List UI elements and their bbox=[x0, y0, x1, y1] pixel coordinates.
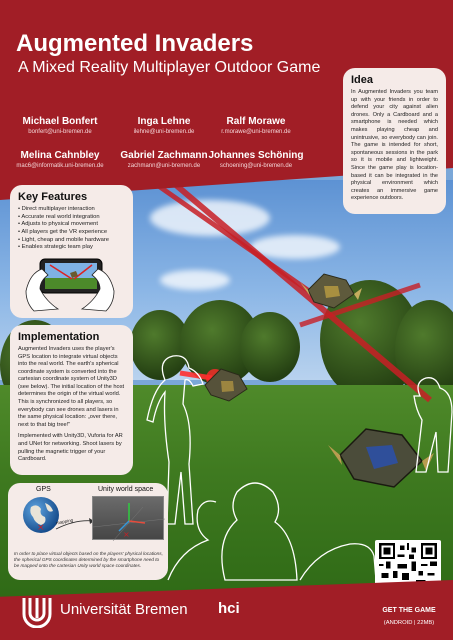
author-name: Ralf Morawe bbox=[226, 116, 286, 127]
author-email[interactable]: schoening@uni-bremen.de bbox=[219, 163, 293, 169]
implementation-tech-text: Implemented with Unity3D, Vuforia for AR and UNet for networking. Shoot lasers by pulling the magnetic trigger of your Cardboard. bbox=[18, 433, 123, 463]
author-email[interactable]: bonfert@uni-bremen.de bbox=[28, 129, 92, 135]
svg-text:×: × bbox=[123, 530, 130, 539]
author-card bbox=[196, 150, 316, 169]
idea-text: In Augmented Invaders you team up with your friends in order to defend your city against alien drones. Only a Cardboard and a smartphone is needed which makes playing cheap and unintrusive, so everybody can join. The game is intended for short, spontaneous sessions in the park so it is mobile and lightweight. Since the game play is location-based it can be integrated in the physical environment which creates an immersive game experience outdoors. bbox=[351, 89, 438, 202]
university-logo-icon bbox=[20, 594, 54, 628]
implementation-heading: Implementation bbox=[18, 331, 100, 343]
author-email[interactable]: zachmann@uni-bremen.de bbox=[127, 163, 201, 169]
mapping-caption: In order to place virtual objects based on the players' physical locations, the spherical GPS coordinates determined by the smartphone need to be mapped onto the cartesian Unity world space coordinates. bbox=[14, 551, 163, 569]
implementation-box bbox=[10, 325, 133, 475]
unity-space-label: Unity world space bbox=[98, 486, 154, 493]
idea-heading: Idea bbox=[351, 74, 374, 86]
idea-box bbox=[343, 68, 446, 214]
alien-drone-icon bbox=[300, 274, 362, 308]
gps-label: GPS bbox=[36, 486, 51, 493]
implementation-text: Augmented Invaders uses the player's GPS location to integrate virtual objects into the real world. The earth's spherical coordinate system is converted into the cartesian coordinate system of Unity3D (see below). The initial location of the host determines the origin of the virtual world. This is synchronized to all players, so everybody can see drones and lasers in the same physical location: „over there, next to that big tree!" bbox=[18, 346, 125, 428]
key-features-box bbox=[10, 185, 133, 318]
author-card bbox=[0, 150, 120, 169]
list-item: • Adjusts to physical movement bbox=[18, 221, 125, 229]
get-the-game-label[interactable]: GET THE GAME bbox=[382, 607, 436, 614]
hci-lab-logo: hci bbox=[218, 600, 240, 617]
features-heading: Key Features bbox=[18, 191, 88, 203]
apk-info: (ANDROID | 22MB) bbox=[383, 620, 435, 626]
author-name: Melina Cahnbley bbox=[20, 150, 100, 161]
poster-subtitle: A Mixed Reality Multiplayer Outdoor Game bbox=[18, 59, 321, 76]
author-name: Inga Lehne bbox=[137, 116, 191, 127]
author-email[interactable]: r.morawe@uni-bremen.de bbox=[221, 129, 291, 135]
author-name: Gabriel Zachmann bbox=[120, 150, 208, 161]
phone-in-hands-icon bbox=[20, 251, 120, 313]
list-item: • Enables strategic team play bbox=[18, 244, 125, 252]
list-item: • All players get the VR experience bbox=[18, 229, 125, 237]
author-card bbox=[196, 116, 316, 135]
list-item: • Light, cheap and mobile hardware bbox=[18, 237, 125, 245]
university-name: Universität Bremen bbox=[60, 601, 188, 618]
unity-viewport bbox=[92, 496, 164, 540]
mapping-arrow-label: mapping bbox=[55, 517, 74, 526]
author-email[interactable]: mac6@informatik.uni-bremen.de bbox=[16, 163, 104, 169]
svg-text:×: × bbox=[37, 523, 45, 533]
author-name: Johannes Schöning bbox=[208, 150, 304, 161]
gps-mapping-box bbox=[8, 483, 168, 580]
features-list bbox=[18, 206, 125, 252]
list-item: • Direct multiplayer interaction bbox=[18, 206, 125, 214]
author-card bbox=[0, 116, 120, 135]
list-item: • Accurate real world integration bbox=[18, 214, 125, 222]
author-name: Michael Bonfert bbox=[22, 116, 98, 127]
author-email[interactable]: ilehne@uni-bremen.de bbox=[133, 129, 195, 135]
poster-title: Augmented Invaders bbox=[16, 30, 254, 57]
